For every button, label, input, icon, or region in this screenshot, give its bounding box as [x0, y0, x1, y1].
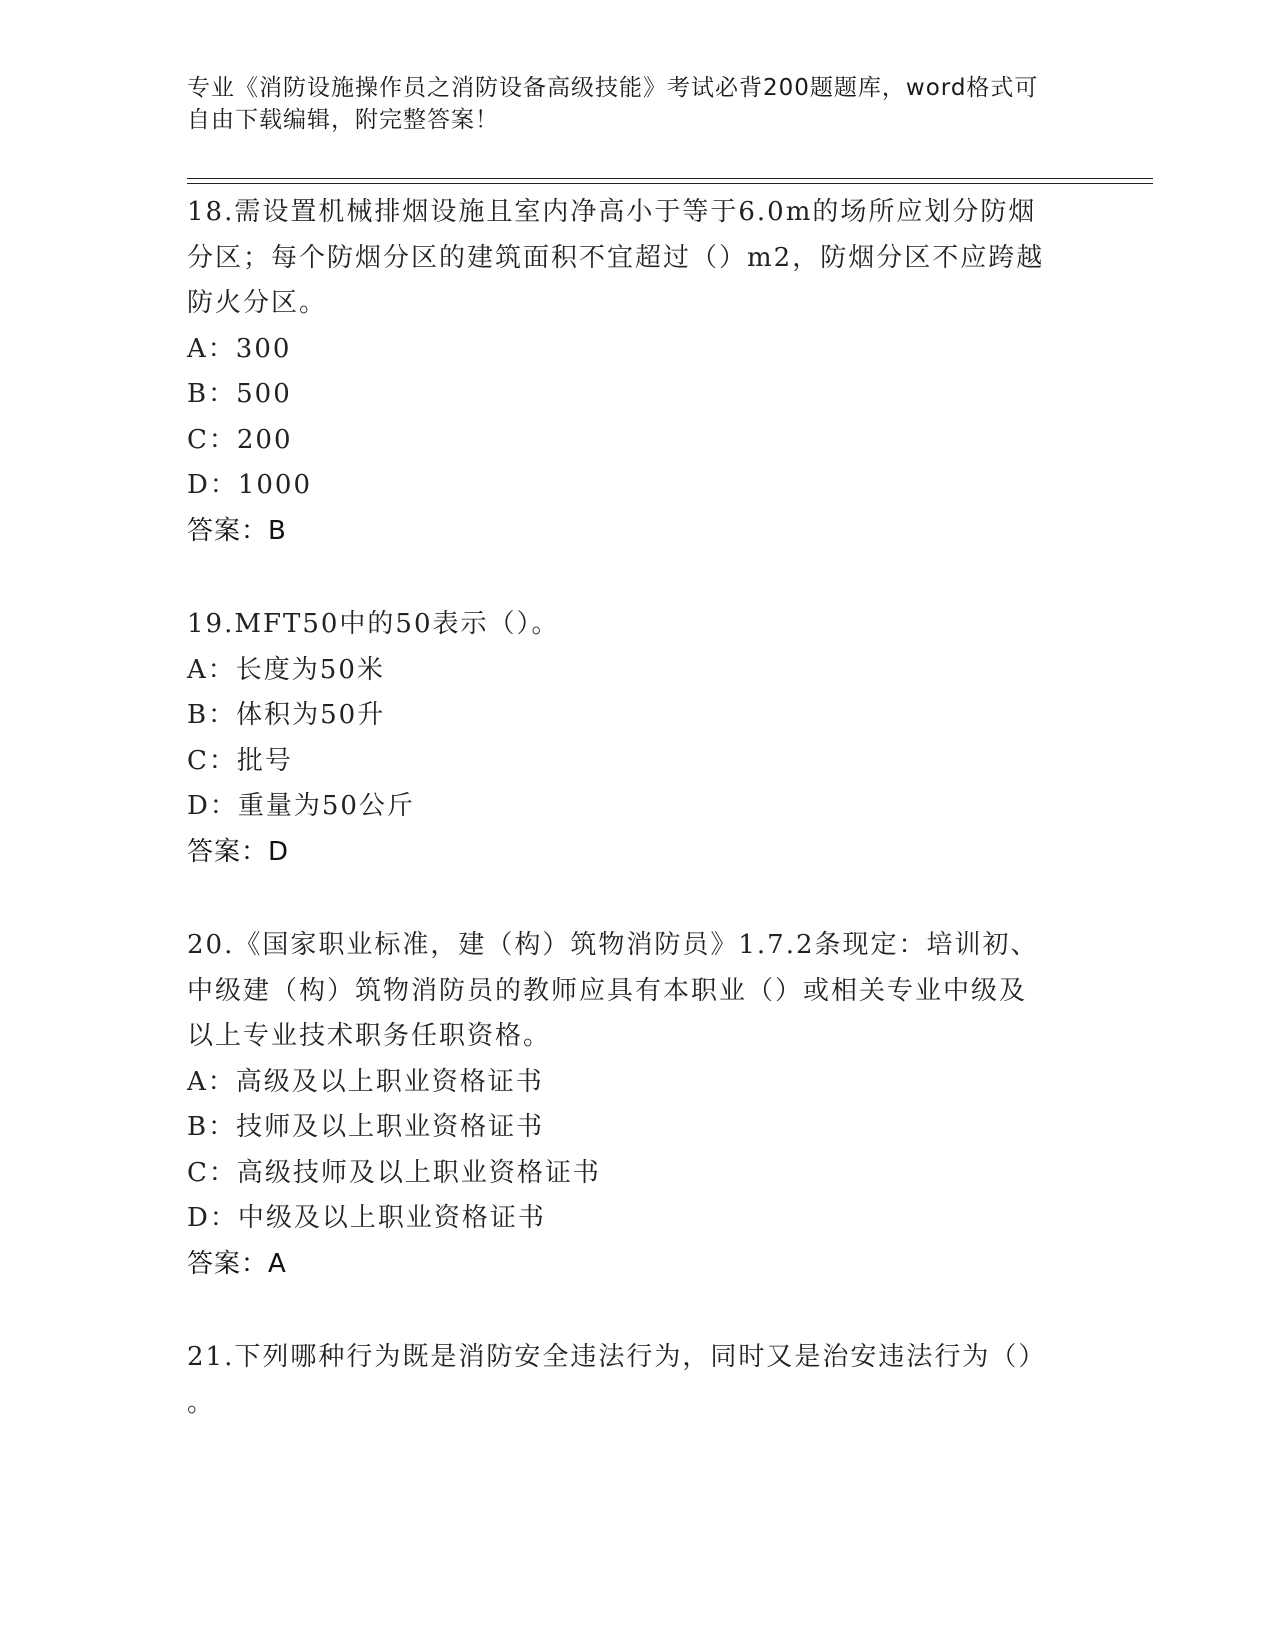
question-stem — [187, 602, 1067, 648]
question-stem-line: 防火分区。 — [187, 288, 328, 318]
document-header — [187, 72, 1067, 136]
header-divider-top — [187, 178, 1153, 179]
header-divider-bottom — [187, 183, 1153, 184]
option-a: A：长度为50米 — [187, 654, 385, 685]
option-c: C：200 — [187, 424, 293, 455]
header-line-1: 专业《消防设施操作员之消防设备高级技能》考试必背200题题库，word格式可 — [187, 75, 1039, 101]
question-stem-line: 20.《国家职业标准，建（构）筑物消防员》1.7.2条现定：培训初、 — [187, 930, 1039, 960]
question-stem-line: 。 — [187, 1387, 216, 1418]
option-b: B：技师及以上职业资格证书 — [187, 1112, 545, 1142]
answer-line: 答案：D — [187, 836, 290, 867]
option-b: B：500 — [187, 379, 292, 409]
option-b: B：体积为50升 — [187, 700, 386, 730]
question-stem-line: 中级建（构）筑物消防员的教师应具有本职业（）或相关专业中级及 — [187, 975, 1028, 1006]
question-stem-line: 以上专业技术职务任职资格。 — [187, 1021, 552, 1051]
option-c: C：高级技师及以上职业资格证书 — [187, 1157, 601, 1188]
option-a: A：300 — [187, 333, 292, 364]
question-21 — [187, 1335, 1067, 1426]
option-c: C：批号 — [187, 745, 293, 776]
question-19 — [187, 602, 1067, 875]
option-d: D：1000 — [187, 470, 313, 500]
option-d: D：中级及以上职业资格证书 — [187, 1203, 546, 1233]
question-stem-line: 19.MFT50中的50表示（）。 — [187, 609, 560, 639]
question-stem-line: 分区；每个防烟分区的建筑面积不宜超过（）m2，防烟分区不应跨越 — [187, 242, 1045, 273]
question-stem — [187, 1335, 1067, 1426]
question-stem-line: 18.需设置机械排烟设施且室内净高小于等于6.0m的场所应划分防烟 — [187, 197, 1037, 227]
question-stem — [187, 923, 1067, 1060]
question-stem-line: 21.下列哪种行为既是消防安全违法行为，同时又是治安违法行为（） — [187, 1342, 1047, 1372]
answer-line: 答案：B — [187, 515, 287, 546]
option-a: A：高级及以上职业资格证书 — [187, 1066, 544, 1097]
header-line-2: 自由下载编辑，附完整答案！ — [187, 107, 499, 133]
answer-line: 答案：A — [187, 1248, 287, 1279]
question-list — [187, 190, 1067, 1474]
question-20 — [187, 923, 1067, 1287]
question-stem — [187, 190, 1067, 327]
option-d: D：重量为50公斤 — [187, 791, 415, 821]
question-18 — [187, 190, 1067, 554]
